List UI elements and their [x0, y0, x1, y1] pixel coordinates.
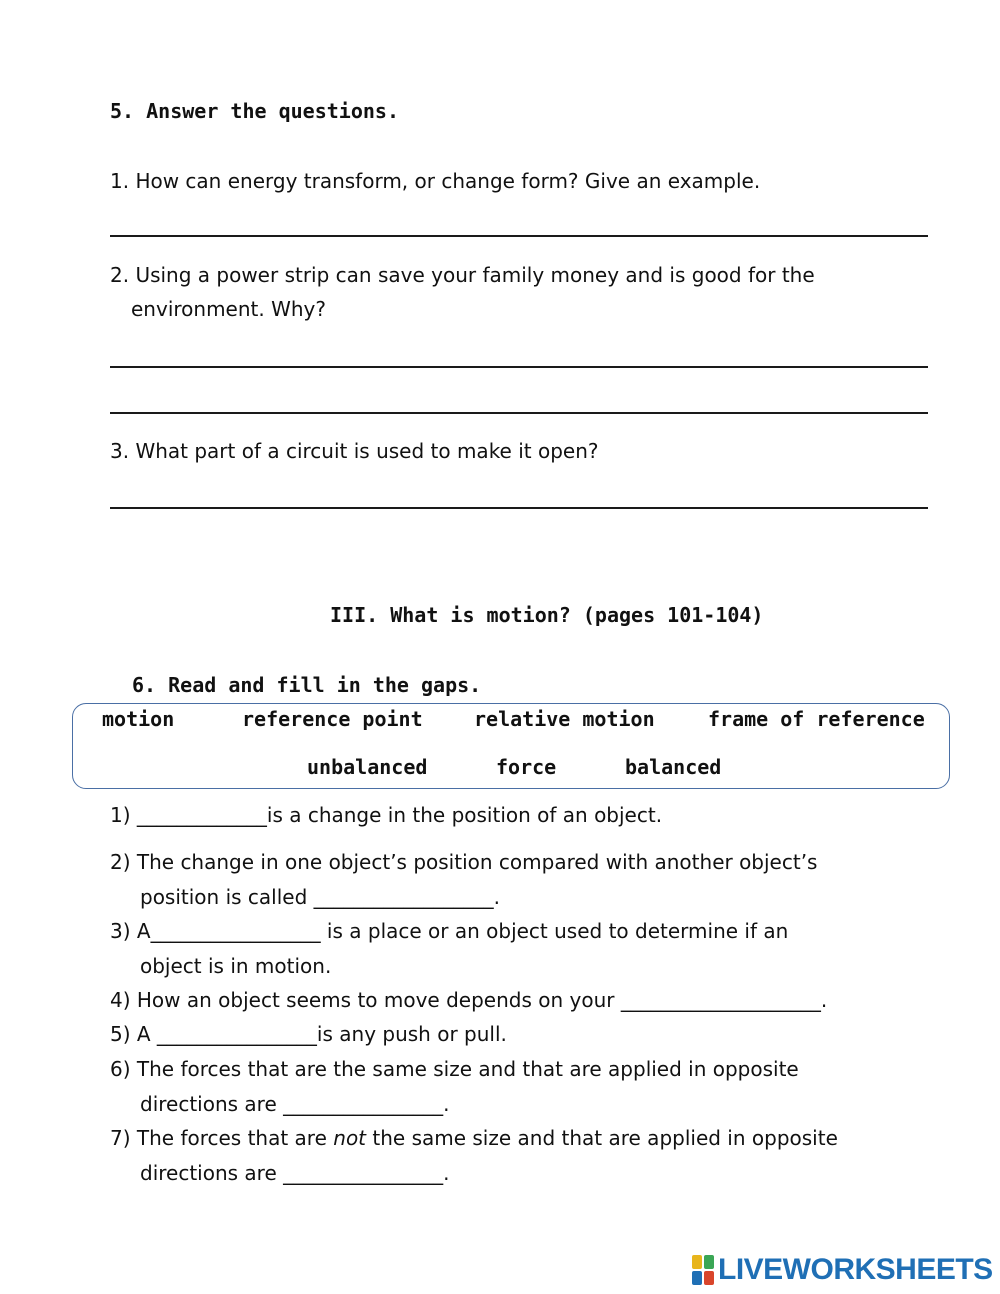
word-force: force — [496, 755, 557, 779]
section-3-title: III. What is motion? (pages 101-104) — [330, 603, 764, 627]
word-motion: motion — [102, 707, 175, 731]
word-frame-of-reference: frame of reference — [708, 707, 925, 731]
question-1: 1. How can energy transform, or change form? Give an example. — [110, 169, 761, 193]
fill-item-5[interactable]: 5) A ________________is any push or pull. — [110, 1022, 507, 1046]
fill-item-1[interactable]: 1) _____________is a change in the position of an object. — [110, 803, 663, 827]
logo-square-green — [704, 1255, 714, 1269]
section-6-heading: 6. Read and fill in the gaps. — [132, 673, 482, 697]
word-reference-point: reference point — [242, 707, 423, 731]
fill-item-2-line-2[interactable]: position is called __________________. — [140, 885, 500, 909]
logo-text: LIVEWORKSHEETS — [718, 1253, 993, 1286]
answer-line-2b[interactable] — [110, 412, 928, 414]
logo-square-blue — [692, 1271, 702, 1285]
fill-item-3-line-2: object is in motion. — [140, 954, 332, 978]
logo-mark-icon — [692, 1255, 714, 1285]
liveworksheets-logo — [692, 1252, 993, 1288]
fill-item-2-line-1: 2) The change in one object’s position compared with another object’s — [110, 850, 818, 874]
question-3: 3. What part of a circuit is used to make it open? — [110, 439, 599, 463]
word-balanced: balanced — [625, 755, 722, 779]
fill-item-7-line-2[interactable]: directions are ________________. — [140, 1161, 450, 1185]
fill-item-7-emphasis: not — [333, 1126, 367, 1150]
answer-line-2a[interactable] — [110, 366, 928, 368]
section-5-heading: 5. Answer the questions. — [110, 99, 399, 123]
fill-item-7-pre: 7) The forces that are — [110, 1126, 334, 1150]
question-2-line-1: 2. Using a power strip can save your family money and is good for the — [110, 263, 815, 287]
fill-item-7-line-1 — [110, 1126, 838, 1150]
answer-line-3[interactable] — [110, 507, 928, 509]
logo-square-yellow — [692, 1255, 702, 1269]
word-relative-motion: relative motion — [474, 707, 655, 731]
fill-item-6-line-2[interactable]: directions are ________________. — [140, 1092, 450, 1116]
fill-item-3-line-1[interactable]: 3) A_________________ is a place or an object used to determine if an — [110, 919, 789, 943]
fill-item-4[interactable]: 4) How an object seems to move depends on your ____________________. — [110, 988, 828, 1012]
answer-line-1[interactable] — [110, 235, 928, 237]
fill-item-6-line-1: 6) The forces that are the same size and that are applied in opposite — [110, 1057, 799, 1081]
logo-square-red — [704, 1271, 714, 1285]
question-2-line-2: environment. Why? — [131, 297, 326, 321]
fill-item-7-post: the same size and that are applied in opposite — [366, 1126, 838, 1150]
word-unbalanced: unbalanced — [307, 755, 428, 779]
